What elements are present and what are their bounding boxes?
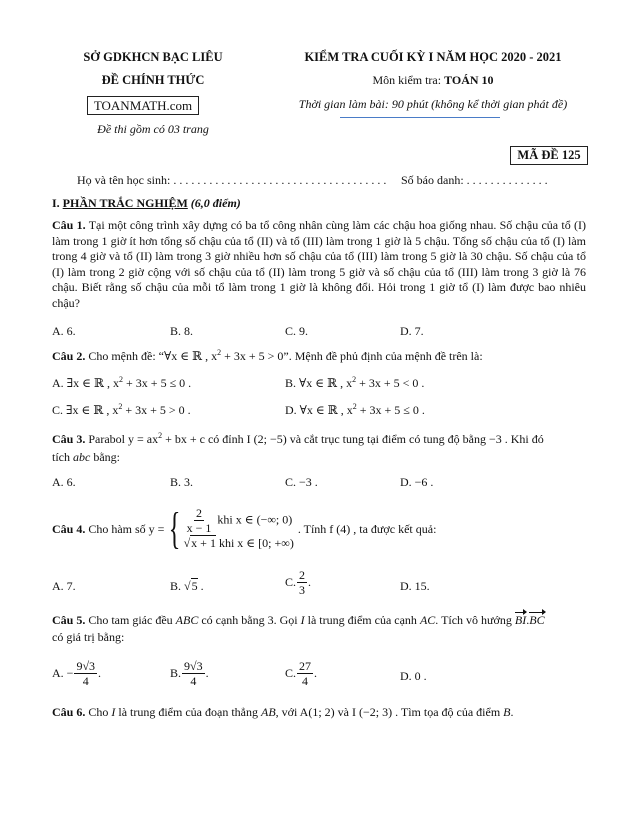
subject-label: Môn kiểm tra: bbox=[372, 73, 445, 87]
q2-option-b[interactable]: B. ∀x ∈ ℝ , $x^2 + 3x + 5 < 0$ . bbox=[285, 375, 425, 390]
header-underline bbox=[340, 117, 500, 118]
q1-option-b[interactable]: B. 8. bbox=[170, 324, 194, 338]
q3-option-d[interactable]: D. −6 . bbox=[400, 475, 434, 489]
q5-line-2: có giá trị bằng: bbox=[52, 630, 125, 644]
q2-option-a[interactable]: A. ∃x ∈ ℝ , $x^2 + 3x + 5 \le 0$ . bbox=[52, 375, 192, 390]
q5-label: Câu 5. bbox=[52, 613, 86, 627]
q3-option-c[interactable]: C. −3 . bbox=[285, 475, 318, 489]
exam-title: KIỂM TRA CUỐI KỲ I NĂM HỌC 2020 - 2021 bbox=[304, 50, 562, 64]
q4-case-2: √x + 1 khi x ∈ [0; +∞) bbox=[183, 536, 294, 550]
q5-option-d[interactable]: D. 0 . bbox=[400, 669, 427, 683]
q4-option-a[interactable]: A. 7. bbox=[52, 579, 76, 593]
duration-note: Thời gian làm bài: 90 phút (không kể thời gian phát đề) bbox=[298, 97, 568, 111]
q3-line-1: Câu 3. Parabol $y = ax^2$ + bx + c có đỉnh I (2; −5) và cắt trục tung tại điểm có tung độ bằng −3 . Khi đó bbox=[52, 431, 544, 446]
q4-text-post: . Tính f (4) , ta được kết quả: bbox=[297, 521, 437, 536]
q5-option-a[interactable]: A. − $\frac{9√3}{4}$ . bbox=[52, 659, 102, 688]
q3-option-b[interactable]: B. 3. bbox=[170, 475, 194, 489]
vector-bc: BC bbox=[529, 613, 545, 627]
site-badge bbox=[87, 96, 199, 115]
q1-option-a[interactable]: A. 6. bbox=[52, 324, 76, 338]
student-id-line: Số báo danh: . . . . . . . . . . . . . . bbox=[401, 173, 548, 187]
q2-text-pre: Cho mệnh đề: “∀x ∈ ℝ , x bbox=[88, 349, 218, 363]
q4-label: Câu 4. bbox=[52, 521, 86, 536]
question-1 bbox=[52, 218, 586, 312]
site-label: TOANMATH.com bbox=[93, 98, 193, 113]
q3-option-a[interactable]: A. 6. bbox=[52, 475, 76, 489]
subject-name: TOÁN 10 bbox=[444, 73, 494, 87]
section-points: (6,0 điểm) bbox=[190, 196, 241, 210]
q4-text-pre: Cho hàm số y = bbox=[88, 521, 165, 536]
question-3 bbox=[52, 430, 586, 466]
q2-option-d[interactable]: D. ∀x ∈ ℝ , $x^2 + 3x + 5 \le 0$ . bbox=[285, 402, 425, 417]
q2-option-c[interactable]: C. ∃x ∈ ℝ , $x^2 + 3x + 5 > 0$ . bbox=[52, 402, 191, 417]
question-5 bbox=[52, 612, 586, 646]
vector-bi: BI bbox=[514, 613, 527, 627]
q3-label: Câu 3. bbox=[52, 432, 86, 446]
q4-option-b[interactable]: B. √5 . bbox=[170, 579, 204, 593]
exam-code-box bbox=[510, 146, 588, 165]
q5-line-1: Câu 5. Cho tam giác đều ABC có cạnh bằng 3. Gọi I là trung điểm của cạnh AC. Tích vô hướng BI.BC bbox=[52, 613, 545, 627]
q4-option-d[interactable]: D. 15. bbox=[400, 579, 430, 593]
q1-label: Câu 1. bbox=[52, 218, 86, 232]
q4-option-c[interactable]: C. $\frac{2}{3}$ . bbox=[285, 568, 312, 597]
q5-option-c[interactable]: C. $\frac{27}{4}$ . bbox=[285, 659, 318, 688]
section-title: PHẦN TRẮC NGHIỆM bbox=[62, 196, 188, 210]
q2-text-post: + 3x + 5 > 0”. Mệnh đề phủ định của mệnh đề trên là: bbox=[221, 349, 483, 363]
q1-option-c[interactable]: C. 9. bbox=[285, 324, 309, 338]
q3-line-2: tích abc bằng: bbox=[52, 450, 120, 464]
q1-option-d[interactable]: D. 7. bbox=[400, 324, 424, 338]
q2-exponent: 2 bbox=[217, 348, 222, 357]
official-label: ĐỀ CHÍNH THỨC bbox=[101, 73, 205, 87]
q4-cases bbox=[184, 507, 294, 551]
question-6: Câu 6. Cho I là trung điểm của đoạn thẳng AB, với A(1; 2) và I (−2; 3) . Tìm tọa độ của điểm B. bbox=[52, 705, 514, 719]
subject-line bbox=[272, 73, 594, 88]
department-name: SỞ GDKHCN BẠC LIÊU bbox=[83, 50, 223, 64]
pages-note: Đề thi gồm có 03 trang bbox=[97, 122, 209, 136]
student-name-line: Họ và tên học sinh: . . . . . . . . . . . . . . . . . . . . . . . . . . . . . . . . . . . . bbox=[77, 173, 387, 187]
question-4 bbox=[52, 499, 436, 559]
q6-label: Câu 6. bbox=[52, 705, 86, 719]
q4-case-1: $\frac{2}{x - 1}$ khi x ∈ (−∞; 0) bbox=[186, 506, 293, 535]
q2-label: Câu 2. bbox=[52, 349, 86, 363]
exam-code: MÃ ĐỀ 125 bbox=[517, 148, 581, 162]
q4-brace: { bbox=[169, 504, 181, 553]
section-number: I. bbox=[52, 196, 63, 210]
question-2 bbox=[52, 349, 483, 364]
q1-text: Tại một công trình xây dựng có ba tổ công nhân cùng làm các chậu hoa giống nhau. Số chậu của tổ (I) làm trong 1 giờ ít hơn tổng số chậu của tổ (II) và tổ (III) làm trong 1 giờ là 5 chậu. Tổng số chậu của tổ (I) làm trong 4 giờ và tổ (II) làm trong 3 giờ nhiều hơn số chậu của tổ (III) làm trong 5 giờ là 30 chậu. Số chậu của tổ (I) làm trong 2 giờ cộng với số chậu của tổ (II) làm trong 5 giờ và số chậu của tổ (III) làm trong 3 giờ là 76 chậu. Biết rằng số chậu của mỗi tổ làm trong 1 giờ là không đổi. Hỏi trong 1 giờ tổ (I) làm được bao nhiêu chậu? bbox=[52, 218, 587, 310]
section-heading bbox=[52, 196, 241, 211]
q5-option-b[interactable]: B. $\frac{9√3}{4}$ . bbox=[170, 659, 209, 688]
